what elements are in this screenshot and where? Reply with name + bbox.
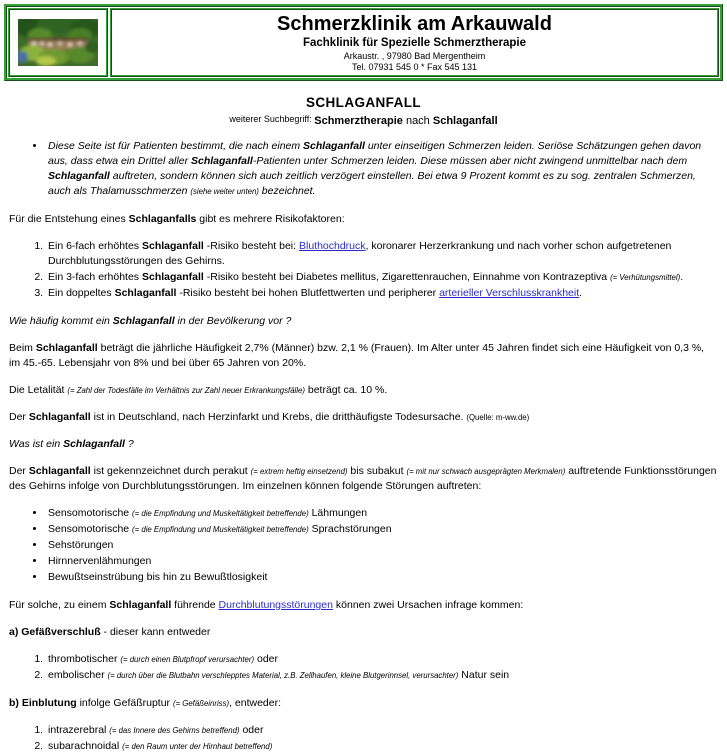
numbered-list — [9, 723, 718, 755]
text-segment: unter einseitigen Schmerzen leiden. Seriöse Schätzungen gehen davon aus, dass etwa ein Drittel aller — [48, 140, 702, 167]
list-item — [46, 739, 718, 755]
text-segment: auftretende Funktionsstörungen des Gehirns infolge von Durchblutungsstörungen. Im einzelnen können folgende Störungen auftreten: — [9, 465, 717, 492]
text-segment: Bewußtseinstrübung bis hin zu Bewußtlosigkeit — [48, 571, 268, 583]
text-segment: ? — [124, 438, 134, 450]
text-segment: (= extrem heftig einsetzend) — [250, 467, 348, 476]
text-segment: können zwei Ursachen infrage kommen: — [332, 599, 524, 611]
text-segment: Was ist ein — [9, 438, 64, 450]
bullet-list — [9, 506, 718, 586]
list-item — [46, 506, 718, 522]
clinic-address: Arkaustr. , 97980 Bad Mergentheim — [343, 51, 486, 61]
list-item — [46, 668, 718, 684]
text-segment: Der — [9, 465, 29, 477]
paragraph — [9, 410, 718, 425]
text-segment: . — [680, 271, 684, 283]
header — [4, 4, 723, 81]
numbered-list — [9, 652, 718, 684]
text-segment: beträgt die jährliche Häufigkeit 2,7% (Männer) bzw. 2,1 % (Frauen). Im Alter unter 45 Jahren findet sich eine Häufigkeit von 0,3 %, im 45.-65. Lebensjahr von 8% und bei über 65 Jahren von 20%. — [9, 342, 705, 369]
text-segment: (= durch über die Blutbahn verschlepptes Material, z.B. Zellhaufen, kleine Blutgerinnsel, verursachter) — [107, 671, 459, 680]
paragraph — [9, 341, 718, 371]
list-item — [46, 723, 718, 739]
paragraph — [9, 696, 718, 711]
text-segment: intrazerebral — [48, 724, 110, 736]
text-segment: embolischer — [48, 669, 108, 681]
text-segment: - dieser kann entweder — [100, 626, 211, 638]
search-terms-line — [9, 113, 718, 128]
search-term-schmerztherapie: Schmerztherapie — [314, 115, 403, 127]
text-segment: ist gekennzeichnet durch perakut — [90, 465, 251, 477]
text-segment: Diese Seite ist für Patienten bestimmt, die nach einem — [48, 140, 304, 152]
text-segment: -Risiko besteht bei Diabetes mellitus, Zigarettenrauchen, Einnahme von Kontrazeptiva — [203, 271, 611, 283]
text-segment: bezeichnet. — [258, 185, 316, 197]
text-segment: (= den Raum unter der Hirnhaut betreffend) — [122, 742, 273, 751]
text-segment: Sensomotorische — [48, 523, 133, 535]
text-link[interactable]: Bluthochdruck — [298, 240, 366, 252]
numbered-list — [9, 239, 718, 302]
text-segment: Schlaganfall — [303, 140, 365, 152]
text-segment: (= Zahl der Todesfälle im Verhältnis zur Zahl neuer Erkrankungsfälle) — [67, 386, 305, 395]
text-segment: Schlaganfall — [112, 315, 175, 327]
paragraph — [9, 212, 718, 227]
text-segment: Schlaganfall — [35, 342, 98, 354]
text-segment: Für solche, zu einem — [9, 599, 110, 611]
list-item — [46, 286, 718, 302]
text-segment: gibt es mehrere Risikofaktoren: — [196, 213, 345, 225]
text-segment: Schlaganfall — [28, 411, 91, 423]
text-segment: Die Letalität — [9, 384, 68, 396]
text-link[interactable]: arterieller Verschlusskrankheit — [439, 287, 580, 299]
list-item — [46, 522, 718, 538]
text-segment: Sehstörungen — [48, 539, 114, 551]
text-segment: , koronarer Herzerkrankung und nach vorher schon aufgetretenen Durchblutungsstörungen des Gehirns. — [48, 240, 672, 267]
clinic-name: Schmerzklinik am Arkauwald — [277, 13, 552, 35]
text-segment: Natur sein — [458, 669, 510, 681]
article-blocks — [9, 139, 718, 755]
article — [0, 95, 727, 755]
text-segment: bis subakut — [347, 465, 407, 477]
page-title: SCHLAGANFALL — [305, 95, 422, 110]
text-segment: beträgt ca. 10 %. — [304, 384, 388, 396]
clinic-phone: Tel. 07931 545 0 * Fax 545 131 — [351, 62, 478, 72]
text-segment: Schlaganfall — [28, 465, 91, 477]
text-segment: (= die Empfindung und Muskeltätigkeit betreffende) — [132, 525, 309, 534]
clinic-photo-cell — [8, 8, 108, 77]
text-segment: Lähmungen — [308, 507, 368, 519]
clinic-subtitle: Fachklinik für Spezielle Schmerztherapie — [302, 37, 527, 49]
paragraph — [9, 437, 718, 452]
text-segment: subarachnoidal — [48, 740, 123, 752]
paragraph — [9, 598, 718, 613]
text-segment: (Quelle: m-ww.de) — [466, 413, 530, 422]
list-item — [46, 554, 718, 570]
text-segment: Ein 6-fach erhöhtes — [48, 240, 142, 252]
text-link[interactable]: Durchblutungsstörungen — [218, 599, 333, 611]
text-segment: Für die Entstehung eines — [9, 213, 129, 225]
text-segment: b) Einblutung — [9, 697, 77, 709]
text-segment: -Risiko besteht bei: — [203, 240, 299, 252]
search-connector: nach — [402, 115, 433, 127]
list-item — [46, 538, 718, 554]
text-segment: Schlaganfall — [114, 287, 177, 299]
text-segment: . — [579, 287, 583, 299]
clinic-header-text — [110, 8, 719, 77]
text-segment: (= die Empfindung und Muskeltätigkeit betreffende) — [132, 509, 309, 518]
text-segment: -Patienten unter Schmerzen leiden. Diese müssen aber nicht zwingend unmittelbar nach dem — [252, 155, 688, 167]
text-segment: (siehe weiter unten) — [190, 187, 259, 196]
text-segment: Ein doppeltes — [48, 287, 115, 299]
text-segment: (= mit nur schwach ausgeprägten Merkmalen) — [406, 467, 566, 476]
text-segment: thrombotischer — [48, 653, 121, 665]
list-item — [46, 270, 718, 286]
text-segment: infolge Gefäßruptur — [76, 697, 173, 709]
text-segment: Schlaganfalls — [128, 213, 197, 225]
text-segment: (= Gefäßeinriss) — [172, 699, 230, 708]
text-segment: in der Bevölkerung vor ? — [174, 315, 292, 327]
list-item — [46, 570, 718, 586]
text-segment: Schlaganfall — [141, 271, 204, 283]
search-term-schlaganfall: Schlaganfall — [432, 115, 498, 127]
clinic-photo — [18, 19, 98, 66]
text-segment: Sensomotorische — [48, 507, 133, 519]
bullet-list — [9, 139, 718, 200]
text-segment: Der — [9, 411, 29, 423]
paragraph — [9, 464, 718, 494]
list-item — [46, 139, 718, 200]
text-segment: , entweder: — [229, 697, 282, 709]
text-segment: Schlaganfall — [190, 155, 253, 167]
text-segment: Schlaganfall — [141, 240, 204, 252]
text-segment: führende — [171, 599, 219, 611]
paragraph — [9, 314, 718, 329]
text-segment: oder — [254, 653, 279, 665]
text-segment: Wie häufig kommt ein — [9, 315, 113, 327]
list-item — [46, 239, 718, 270]
text-segment: Schlaganfall — [63, 438, 125, 450]
text-segment: (= durch einen Blutpfropf verursachter) — [120, 655, 255, 664]
text-segment: Ein 3-fach erhöhtes — [48, 271, 142, 283]
text-segment: Schlaganfall — [48, 170, 110, 182]
text-segment: Hirnnervenlähmungen — [48, 555, 152, 567]
text-segment: ist in Deutschland, nach Herzinfarkt und Krebs, die dritthäufigste Todesursache. — [90, 411, 467, 423]
text-segment: (= Verhütungsmittel) — [610, 273, 681, 282]
text-segment: a) Gefäßverschluß — [9, 626, 101, 638]
text-segment: Sprachstörungen — [308, 523, 392, 535]
paragraph — [9, 625, 718, 640]
paragraph — [9, 383, 718, 398]
list-item — [46, 652, 718, 668]
text-segment: oder — [239, 724, 264, 736]
text-segment: -Risiko besteht bei hohen Blutfettwerten und peripherer — [176, 287, 440, 299]
text-segment: Beim — [9, 342, 36, 354]
text-segment: (= das Innere des Gehirns betreffend) — [109, 726, 240, 735]
text-segment: Schlaganfall — [109, 599, 172, 611]
page — [0, 4, 727, 752]
text-segment: auftreten, sondern können sich auch zeitlich verzögert einstellen. Bei etwa 9 Prozent kommt es zu sog. zentralen Schmerzen, auch als Thalamusschmerzen — [48, 170, 696, 197]
search-prefix-label: weiterer Suchbegriff: — [229, 114, 315, 124]
